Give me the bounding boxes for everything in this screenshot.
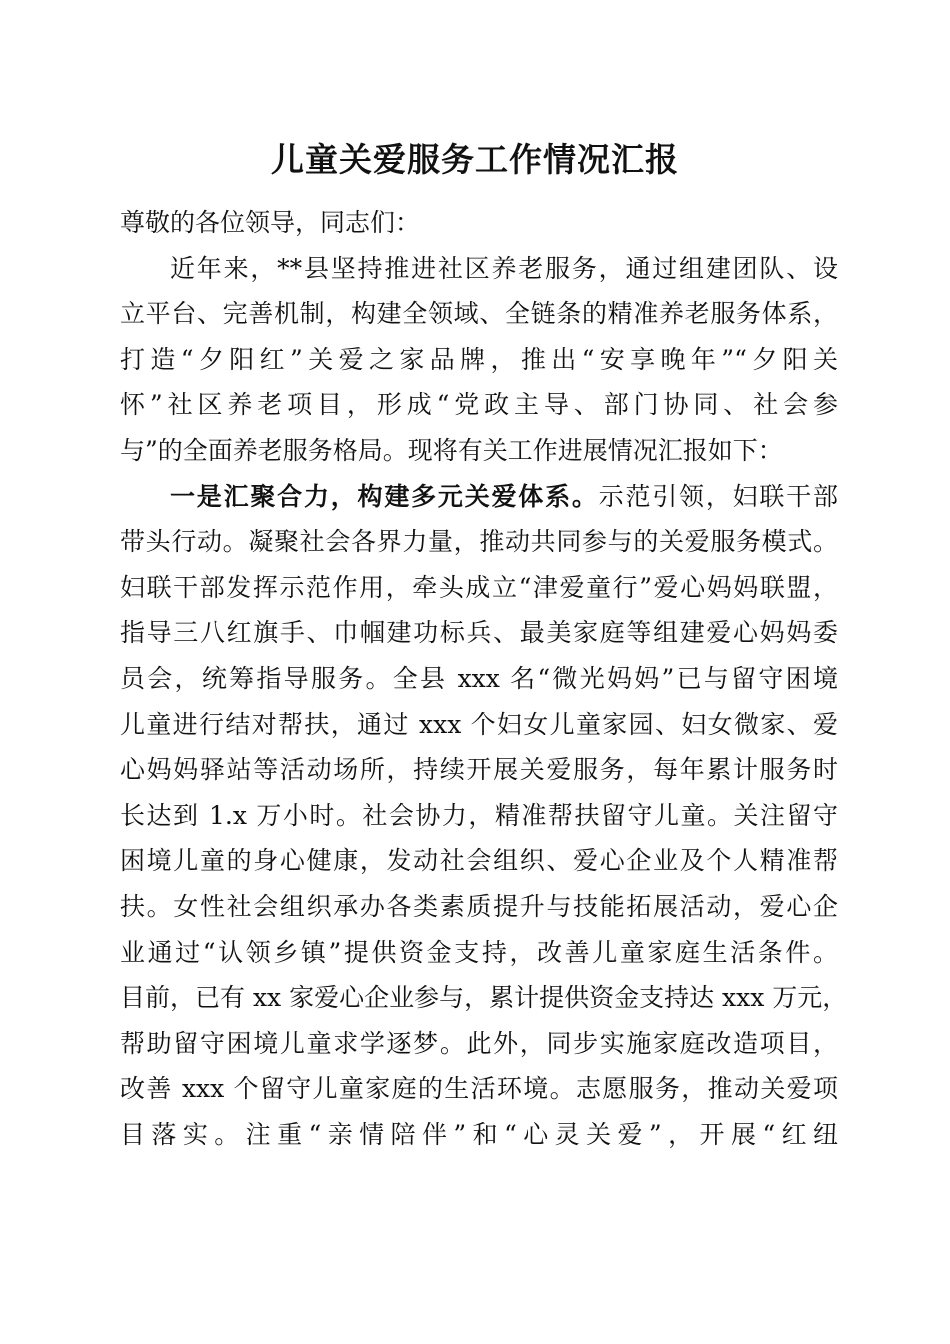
paragraph-line: 怀”社区养老项目，形成“党政主导、部门协同、社会参 xyxy=(120,390,838,420)
paragraph-line: 帮助留守困境儿童求学逐梦。此外，同步实施家庭改造项目， xyxy=(120,1028,838,1058)
paragraph-line: 扶。女性社会组织承办各类素质提升与技能拓展活动，爱心企 xyxy=(120,891,838,921)
paragraph-line: 带头行动。凝聚社会各界力量，推动共同参与的关爱服务模式。 xyxy=(120,527,838,557)
paragraph-line: 打造“夕阳红”关爱之家品牌，推出“安享晚年”“夕阳关 xyxy=(120,344,838,374)
paragraph-line: 员会，统筹指导服务。全县 xxx 名“微光妈妈”已与留守困境 xyxy=(120,663,838,693)
paragraph-line: 妇联干部发挥示范作用，牵头成立“津爱童行”爱心妈妈联盟， xyxy=(120,572,838,602)
document-title: 儿童关爱服务工作情况汇报 xyxy=(271,140,679,179)
paragraph-line: 目落实。注重“亲情陪伴”和“心灵关爱”，开展“红纽 xyxy=(120,1119,838,1149)
paragraph-line: 长达到 1.x 万小时。社会协力，精准帮扶留守儿童。关注留守 xyxy=(120,800,838,830)
salutation: 尊敬的各位领导，同志们： xyxy=(120,208,421,237)
paragraph-line: 立平台、完善机制，构建全领域、全链条的精准养老服务体系， xyxy=(120,299,838,329)
paragraph-line: 儿童进行结对帮扶，通过 xxx 个妇女儿童家园、妇女微家、爱 xyxy=(120,709,838,739)
paragraph-line: 改善 xxx 个留守儿童家庭的生活环境。志愿服务，推动关爱项 xyxy=(120,1074,838,1104)
paragraph-line: 目前，已有 xx 家爱心企业参与，累计提供资金支持达 xxx 万元， xyxy=(120,983,848,1013)
paragraph-line: 指导三八红旗手、巾帼建功标兵、最美家庭等组建爱心妈妈委 xyxy=(120,618,838,648)
paragraph-intro xyxy=(120,246,838,474)
section-heading: 一是汇聚合力，构建多元关爱体系。 xyxy=(170,481,599,511)
paragraph-line: 近年来，**县坚持推进社区养老服务，通过组建团队、设 xyxy=(170,253,838,283)
paragraph-section-one xyxy=(120,474,848,1158)
paragraph-line: 业通过“认领乡镇”提供资金支持，改善儿童家庭生活条件。 xyxy=(120,937,838,967)
paragraph-line: 困境儿童的身心健康，发动社会组织、爱心企业及个人精准帮 xyxy=(120,846,838,876)
paragraph-line xyxy=(120,474,838,520)
paragraph-line: 心妈妈驿站等活动场所，持续开展关爱服务，每年累计服务时 xyxy=(120,755,838,785)
document-body xyxy=(120,200,848,1157)
section-heading-rest: 示范引领，妇联干部 xyxy=(598,481,838,511)
paragraph-line: 与”的全面养老服务格局。现将有关工作进展情况汇报如下： xyxy=(120,435,783,465)
